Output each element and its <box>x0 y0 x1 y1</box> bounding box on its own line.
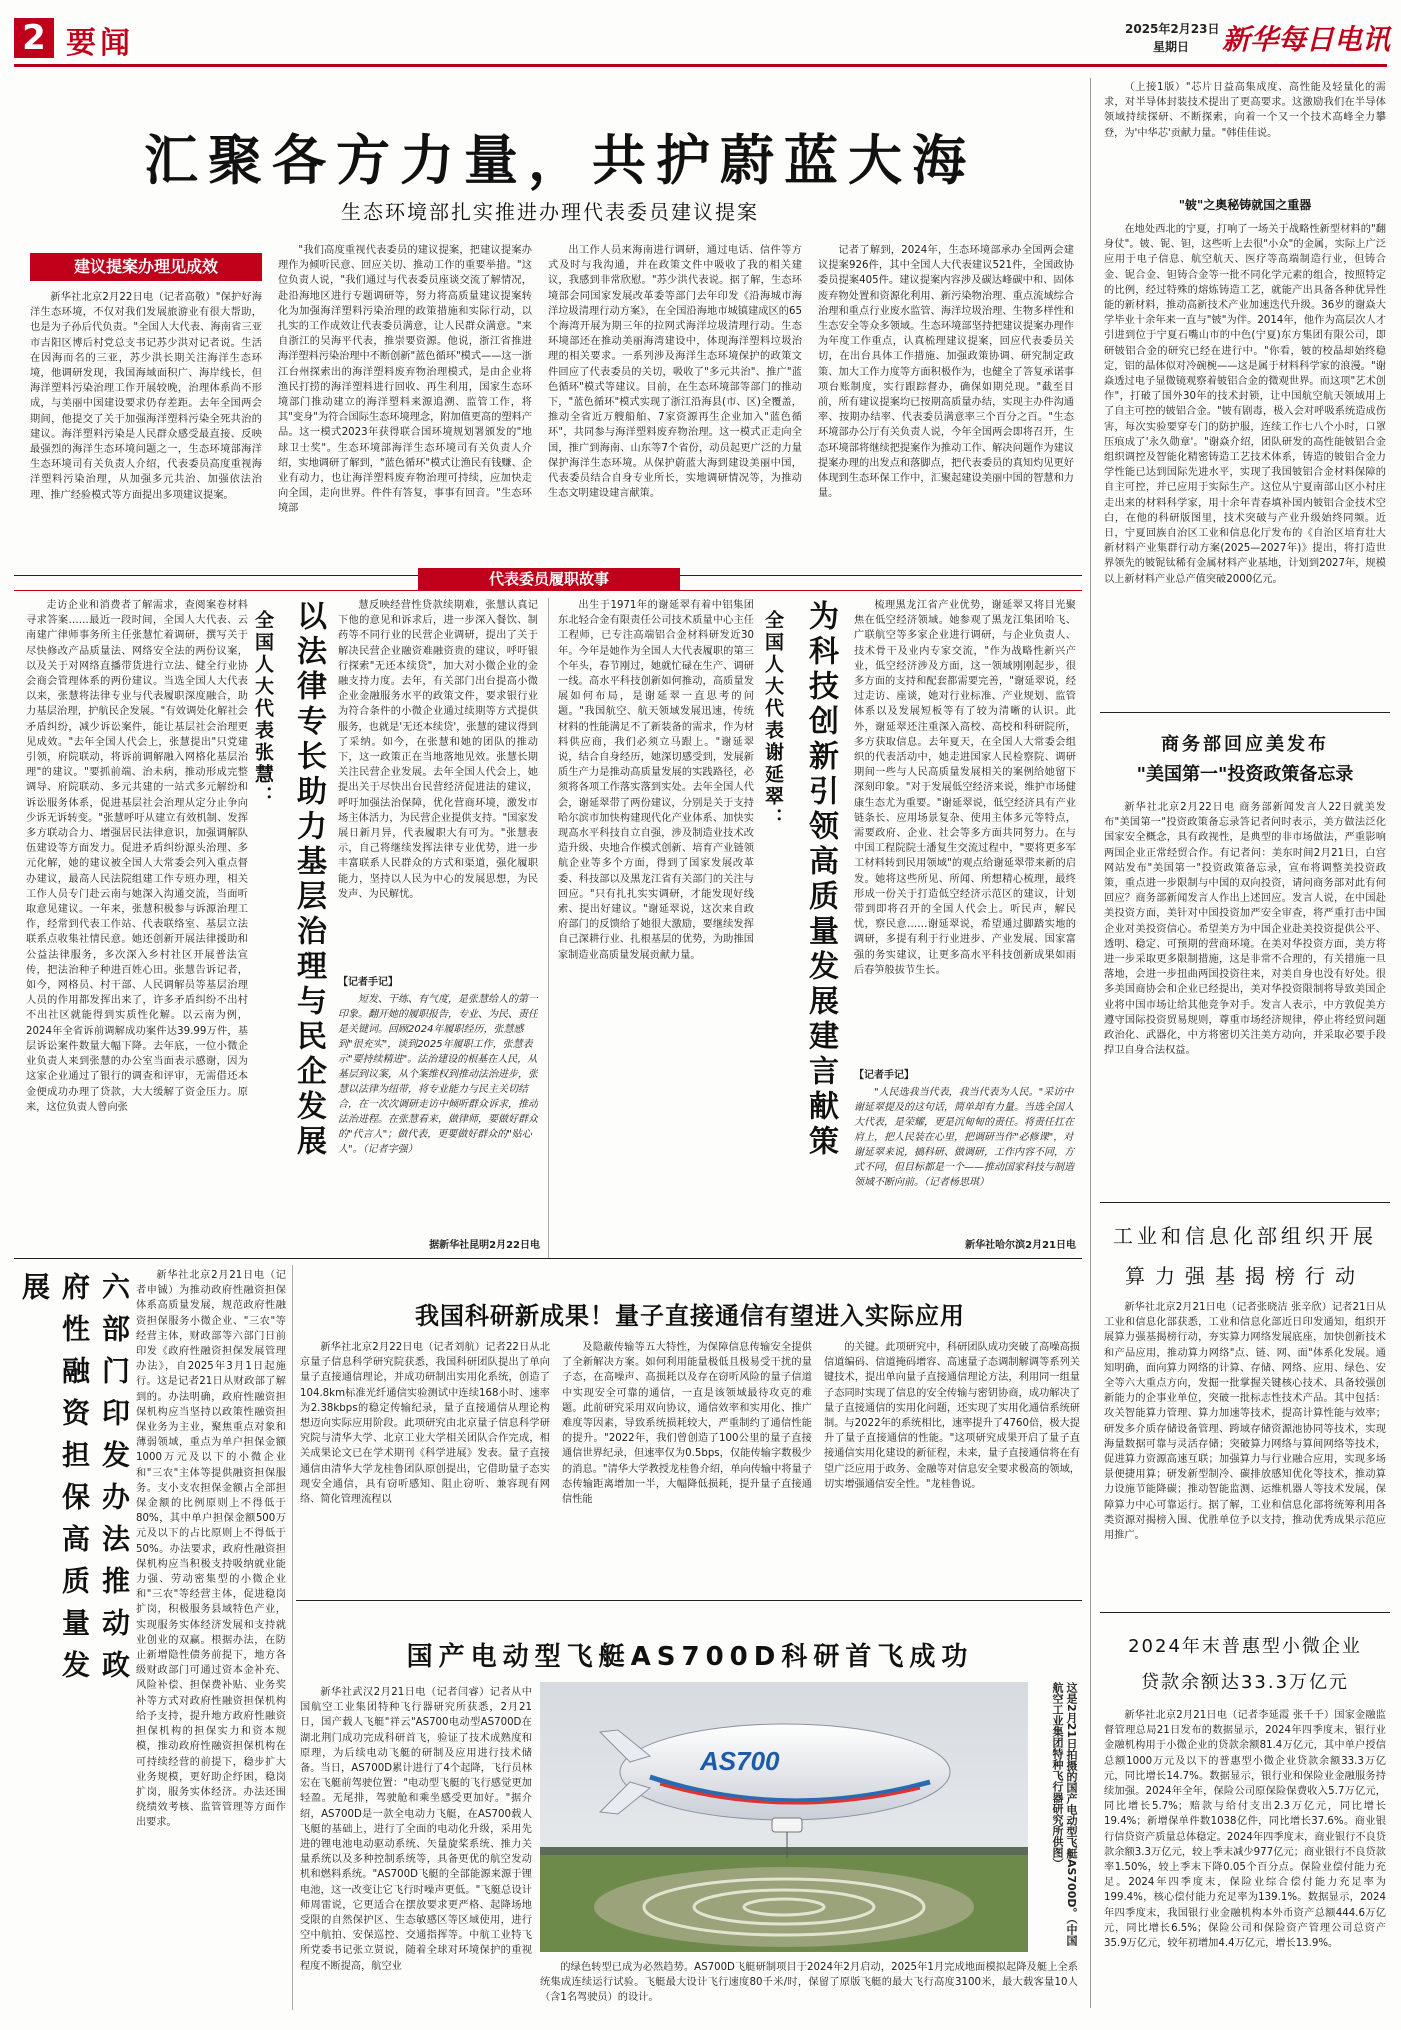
masthead-logo: 新华每日电讯 <box>1222 23 1391 56</box>
rm2-col: 新华社北京2月21日电（记者张晓洁 张辛欣）记者21日从工业和信息化部获悉，工业和信息化部近日印发通知，组织开展算力强基揭榜行动，夯实算力网络发展底座，加快创新技术和产品应用，推动算力网络"点、链、网、面"体系化发展。通知明确，面向算力网络的计算、存储、网络、应用、绿色、安全等六大重点方向，发掘一批掌握关键核心技术、具备较强创新能力的企事业单位，突破一批标志性技术产品。其中包括：攻关智能算力管理、算力加速等技术，提高计算性能与效率；研发多介质存储设备管理、跨域存储资源池协同等技术，实现海量数据可靠与灵活存储；突破算力网络与算间网络等技术，促进算力资源高速互联；加强算力与行业融合应用，实现多场景便捷用算；研发新型制冷、碳排放感知优化等技术，推动算力设施节能降碳；推动智能监测、运维机器人等技术发展，保障算力中心可靠运行。据了解，工业和信息化部将统筹利用各类资源对揭榜入围、优胜单位予以支持，推动优秀成果示范应用推广。 <box>1104 1302 1386 1542</box>
story-a-note-head: 【记者手记】 <box>338 977 398 988</box>
section-title: 要闻 <box>66 26 134 61</box>
rt-col-1: （上接1版）"芯片日益高集成度、高性能及轻量化的需求，对半导体封装技术提出了更高要求。这激励我们在半导体领域持续探研、不断探索，向着一个又一个技术高峰全力攀登，为'中华芯'贡献力量。"韩佳佳说。 <box>1104 82 1386 139</box>
lead-title: 汇聚各方力量，共护蔚蓝大海 <box>144 129 976 192</box>
airship-title: 国产电动型飞艇AS700D科研首飞成功 <box>406 1642 974 1672</box>
rm-title-2: "美国第一"投资政策备忘录 <box>1136 764 1354 785</box>
story-b-dateline: 新华社哈尔滨2月21日电 <box>965 1240 1076 1251</box>
airship-caption: 这是2月21日拍摄的国产电动型飞艇AS700D。（中国航空工业集团特种飞行器研究所供图） <box>1051 1682 1078 1946</box>
lb-col: 新华社北京2月21日电（记者申铖）为推动政府性融资担保体系高质量发展，规范政府性融资担保服务小微企业、"三农"等经营主体，财政部等六部门日前印发《政府性融资担保发展管理办法》，自2025年3月1日起施行。这是记者21日从财政部了解到的。办法明确，政府性融资担保机构应当坚持以政策性融资担保业务为主业，聚焦重点对象和薄弱领域，重点为单户担保金额1000万元及以下的小微企业和"三农"主体等提供融资担保服务。支小支农担保金额占全部担保金额的比例原则上不得低于80%，其中单户担保金额500万元及以下的占比原则上不得低于50%。办法要求，政府性融资担保机构应当积极支持吸纳就业能力强、劳动密集型的小微企业和"三农"等经营主体，促进稳岗扩岗，积极服务县域特色产业，实现服务实体经济发展和支持就业创业的双赢。根据办法，在防止新增隐性债务前提下，地方各级财政部门可通过资本金补充、风险补偿、担保费补贴、业务奖补等方式对政府性融资担保机构给予支持，提升地方政府性融资担保机构的担保实力和资本规模，推动政府性融资担保机构在可持续经营的前提下，稳步扩大业务规模，更好助企纾困，稳岗扩岗，服务实体经济。办法还围绕绩效考核、监管管理等方面作出要求。 <box>136 1270 286 1829</box>
rb-title-1: 2024年末普惠型小微企业 <box>1128 1636 1362 1657</box>
quantum-col-1: 新华社北京2月22日电（记者刘航）记者22日从北京量子信息科学研究院获悉，我国科研团队提出了单向量子直接通信理论，并成功研制出实用化系统，创造了104.8km标准光纤通信实验测试中连续168小时、速率为2.38kbps的稳定传输纪录，量子直接通信从理论构想迈向实际应用阶段。此项研究由北京量子信息科学研究院与清华大学、北京工业大学相关团队合作完成，相关成果论文已在学术期刊《科学进展》发表。量子直接通信由清华大学龙桂鲁团队原创提出，它借助量子态实现安全通信，具有窃听感知、阻止窃听、兼容现有网络、简化管理流程以 <box>300 1342 550 1506</box>
rm2-title-1: 工业和信息化部组织开展 <box>1113 1224 1377 1248</box>
story-bar: 代表委员履职故事 <box>418 568 680 590</box>
story-a-title: 以法律专长助力基层治理与民企发展 <box>291 600 326 1160</box>
rt-col-2: 在地处西北的宁夏，打响了一场关于战略性新型材料的"翻身仗"。铍、铌、钽，这些听上去很"小众"的金属，实际上广泛应用于电子信息、航空航天、医疗等高端制造行业，但铸合金、铌合金、钽铸合金等一批不同化学元素的组合，按照特定的比例，经过特殊的熔炼铸造工艺，就能产出具备各种优异性能的新材料，推动高新技术产业加速迭代升级。36岁的谢焱大学毕业十余年来一直与"铍"为伴。2014年，他作为高层次人才引进到位于宁夏石嘴山市的中色(宁夏)东方集团有限公司，即研铍铝合金的研究已经在进行中。"你看，铍的校晶却始终稳定，铝的晶体似对冷碗椀——这是属于材料科学家的浪漫。"谢焱透过电子显微镜观察着铍铝合金的微观世界。而这项"艺术创作"，打破了国外30年的技术封锁，让中国航空航天领域用上了自主可控的铍铝合金。"铍有剧毒，极入会对呼吸系统造成伤害，每次实验要穿专门的防护服，连续工作七八个小时，口罩压痕成了'永久勋章'。"谢焱介绍，团队研发的高性能铍铝合金组织调控及智能化精密铸造工艺技术体系，铸造的铍铝合金力学性能已达到国际先进水平，实现了我国铍铝合金材料保障的自主可控，并已应用于实际生产。这位从宁夏南部山区小村庄走出来的材料科学家，用十余年青春填补国内铍铝合金技术空白，在他的科研版图里，技术突破与产业升级始终同频。近日，宁夏回族自治区工业和信息化厅发布的《自治区培育壮大新材料产业集群行动方案(2025—2027年)》提出，将打造世界领先的铍铌钛稀有金属材料产业基地，计划到2027年，规模以上新材料产业总产值突破2000亿元。 <box>1104 224 1386 585</box>
rt-subhead: "铍"之奥秘铸就国之重器 <box>1178 198 1312 212</box>
airship-hull-name: AS700 <box>700 1746 780 1776</box>
rm-col: 新华社北京2月22日电 商务部新闻发言人22日就美发布"美国第一"投资政策备忘录答记者问时表示，美方做法泛化国家安全概念，具有政视性，是典型的非市场做法，严重影响两国企业正常经贸合作。有记者问：美东时间2月21日，白宫网站发布"美国第一"投资政策备忘录，宣布将调整美投资政策，重点进一步限制与中国的双向投资，请问商务部对此有何回应？商务部新闻发言人作出上述回应。发言人说，在中国赴美投资方面，美针对中国投资加严安全审查，将严重打击中国企业对美投资信心。希望美方为中国企业赴美投资提供公平、透明、稳定、可预期的营商环境。在美对华投资方面，美方将进一步采取更多限制措施，这是非常不合理的，有关措施一旦落地，会进一步扭曲两国投资往来，对美自身也没有好处。很多美国商协会和企业已经提出，美对华投资限制将导致美国企业将中国市场让给其他竞争对手。发言人表示，中方敦促美方遵守国际投资贸易规则，尊重市场经济规律，停止将经贸问题政治化、武器化，中方将密切关注美方动向，并采取必要手段捍卫自身合法权益。 <box>1104 802 1386 1057</box>
story-a-note: 短发、干练、有气度，是张慧给人的第一印象。翻开她的履职报告，专业、为民、责任是关键词。回顾2024年履职经历，张慧感到"很充实"，谈到2025年履职工作，张慧表示"要持续精进"。法治建设的根基在人民，从基层到议案，从个案维权到推动法治进步，张慧以法律为纽带，将专业能力与民主关切结合，在一次次调研走访中倾听群众诉求，推动法治进程。在张慧看来，做律师，要做好群众的"代言人"；做代表，更要做好群众的"贴心人"。（记者字强） <box>338 994 538 1155</box>
story-a-col-1: 走访企业和消费者了解需求，查阅案卷材料寻求答案……最近一段时间，全国人大代表、云南建广律师事务所主任张慧忙着调研，撰写关于尽快修改产品质量法、网络安全法的两份议案，以及关于对网络直播带货进行立法、健全行业协会商会管理体系的两份建议。当选全国人大代表以来，张慧将法律专业与代表履职深度融合，助力基层治理，护航民企发展。"有效调处化解社会矛盾纠纷，减少诉讼案件，能让基层社会治理更见成效。"去年全国人代会上，张慧提出"只党建引领，府院联动，将诉前调解融入网格化基层治理"的建议。"要抓前端、治未病，推动形成完整调导、府院联动、多元共建的一站式多元解纷和诉讼服务体系，促进基层社会治理从定分止争向少诉无诉转变。"张慧呼吁从建立有效机制、发挥多方联动合力、增强居民法律意识，加强调解队伍建设等方面发力。促进矛盾纠纷源头治理、多元化解，她的建议被全国人大常委会列入重点督办建议，最高人民法院组建工作专班办理，相关工作人员专门赴云南与她深入沟通交流，当面听取意见建议。一年来，张慧积极参与诉源治理工作，经常到代表工作站、代表联络室、基层立法联系点收集社情民意。她还创新开展法律援助和公益法律服务，多次深入乡村社区开展普法宣传，把法治种子种进百姓心田。张慧告诉记者，如今，网格员、村干部、人民调解员等基层治理人员的作用都发挥出来了，许多矛盾纠纷不出村不出社区就能得到实质性化解。以云南为例，2024年全省诉前调解成功案件达39.99万件，基层诉讼案件数量大幅下降。去年底，一位小微企业负责人来到张慧的办公室当面表示感谢，因为这家企业通过了银行的调查和评审，无需借还本金便成功办理了贷款，大大缓解了资金压力。原来，这位负责人曾向张 <box>26 600 248 1113</box>
lead-col-1: 新华社北京2月22日电（记者高敬）"保护好海洋生态环境，不仅对我们发展旅游业有很大帮助，也是为子孙后代负责。"全国人大代表、海南省三亚市吉阳区博后村党总支书记苏少洪对记者说。生活在因海而名的三亚，苏少洪长期关注海洋生态环境，他调研发现，我国海域面积广、海岸线长，但海洋塑料污染治理工作开展较晚，治理体系尚不形成，与美丽中国建设要求仍存差距。去年全国两会期间，他提交了关于加强海洋塑料污染全死共治的建议。海洋塑料污染是人民群众感受最直接、反映最强烈的海洋生态环境问题之一，生态环境部海洋生态环境司有关负责人介绍，代表委员高度重视海洋塑料污染治理，从加强多元共治、加强依法治理、推广经验模式等方面提出多项建议提案。 <box>30 292 262 501</box>
lb-title: 六部门印发办法推动政府性融资担保高质量发展 <box>18 1272 131 1692</box>
story-a-subtitle: 全国人大代表张慧： <box>252 610 274 808</box>
page-number-box: 2 <box>14 18 54 58</box>
lead-col-3: 出工作人员来海南进行调研，通过电话、信件等方式及时与我沟通，并在政策文件中吸收了我的相关建议，我感到非常欣慰。"苏少洪代表说。据了解，生态环境部会同国家发展改革委等部门去年印发《沿海城市海洋垃圾清理行动方案》，在全国沿海地市城镇建成区的65个海湾开展为期三年的拉网式海洋垃圾清理行动。生态环境部还在推动美丽海湾建设中，体现海洋塑料垃圾治理的相关要求。一系列涉及海洋生态环境保护的政策文件回应了代表委员的关切，吸收了"多元共治"、推广"蓝色循环"模式等建议。目前，在生态环境部等部门的推动下，"蓝色循环"模式实现了浙江沿海县(市、区)全覆盖，推动全省近万艘船舶、7家资源再生企业加入"蓝色循环"，共同参与海洋塑料废弃物治理。这一模式正走向全国，推广到海南、山东等7个省份，动员起更广泛的力量保护海洋生态环境。从保护蔚蓝大海到建设美丽中国，代表委员结合自身专业所长，实地调研情况等，为推动生态文明建设建言献策。 <box>548 245 802 500</box>
airship-col-2: 的绿色转型已成为必然趋势。AS700D飞艇研制项目于2024年2月启动，2025年1月完成地面模拟起降及艇上全系统集成连续运行试验。飞艇最大设计飞行速度80千米/时，保留了原版飞艇的最大飞行高度3100米，最大载客量10人（含1名驾驶员）的设计。 <box>540 1962 1078 2004</box>
airship-col-1: 新华社武汉2月21日电（记者闫睿）记者从中国航空工业集团特种飞行器研究所获悉，2月21日，国产载人飞艇"祥云"AS700电动型AS700D在湖北荆门成功完成科研首飞，验证了技术成熟度和原理，为后续电动飞艇的研制及应用进行技术储备。当日，AS700D累计进行了4个起降，飞行员林宏在飞艇前驾驶位置："电动型飞艇的飞行感觉更加轻盈。无尾排，驾驶舱和乘坐感受更加好。"据介绍，AS700D是一款全电动力飞艇，在AS700载人飞艇的基础上，进行了全面的电动化升级，采用先进的锂电池电动驱动系统、矢量旋桨系统、推力关量系统以及多种控制系统等，具备更优的航空发动机和燃料系统。"AS700D飞艇的全部能源来源于锂电池，这一改变让它飞行时噪声更低。"飞艇总设计师周雷说，它更适合在摆放要求更严格、起降场地受限的自然保护区、生态敏感区等区域使用，进行空中航拍、安保巡控、交通指挥等。中航工业特飞所党委书记张立贤说，随着全球对环境保护的重视程度不断提高，航空业 <box>300 1687 532 1972</box>
airship-photo <box>540 1682 1028 1952</box>
rb-title-2: 贷款余额达33.3万亿元 <box>1140 1672 1350 1693</box>
rm-title-1: 商务部回应美发布 <box>1161 734 1329 755</box>
rb-col: 新华社北京2月21日电（记者李延霞 张千千）国家金融监督管理总局21日发布的数据显示，2024年四季度末，银行业金融机构用于小微企业的贷款余额81.4万亿元，其中单户授信总额1000万元及以下的普惠型小微企业贷款余额33.3万亿元，同比增长14.7%。数据显示，银行业和保险业金融服务持续加强。2024年全年，保险公司原保险保费收入5.7万亿元，同比增长5.7%；赔款与给付支出2.3万亿元，同比增长19.4%；新增保单件数1038亿件，同比增长37.6%。商业银行信贷资产质量总体稳定。2024年四季度末，商业银行不良贷款余额3.3万亿元，较上季末减少977亿元；商业银行不良贷款率1.50%，较上季末下降0.05个百分点。保险业偿付能力充足。2024年四季度末，保险业综合偿付能力充足率为199.4%，核心偿付能力充足率为139.1%。数据显示，2024年四季度末，我国银行业金融机构本外币资产总额444.6万亿元，同比增长6.5%；保险公司和保险资产管理公司总资产35.9万亿元，较年初增加4.4万亿元，增长13.9%。 <box>1104 1710 1386 1950</box>
story-b-col-1: 出生于1971年的谢延翠有着中铝集团东北轻合金有限责任公司技术质量中心主任工程师，已专注高端铝合金材料研发近30年。今年是她作为全国人大代表履职的第三个年头，春节刚过，她就忙碌在生产、调研一线。高水平科技创新如何推动，高质量发展如何布局，是谢延翠一直思考的问题。"我国航空、航天领域发展迅速，传统材料的性能满足不了新装备的需求，作为材料供应商，我们必须立马跟上。"谢延翠说，结合自身经历，她深切感受到，发展新质生产力是推动高质量发展的实践路径，必须将各项工作落实落到实处。去年全国人代会，谢延翠带了两份建议，分别是关于支持哈尔滨市加快构建现代化产业体系、加快实现高水平科技自立自强，涉及制造业技术改造升级、央地合作模式创新、培育产业链领航企业等多个方面，得到了国家发展改革委、科技部以及黑龙江省有关部门的关注与回应。"只有扎扎实实调研，才能发现好线索、提出好建议。"谢延翠说，这次来自政府部门的反馈给了她很大激励，要继续发挥自己深耕行业、扎根基层的优势，为助推国家制造业高质量发展贡献力量。 <box>558 600 754 961</box>
lead-col-2: "我们高度重视代表委员的建议提案，把建议提案办理作为倾听民意、回应关切、推动工作的重要举措。"这位负责人说，"我们通过与代表委员座谈交流了解情况，赴沿海地区进行专题调研等，努力将高质量建议提案转化为加强海洋塑料污染治理的政策措施和实际行动，以扎实的工作成效让代表委员满意，让人民群众满意。"来自浙江的吴海平代表，推崇要资源。他说，浙江省推进海洋塑料污染治理中不断创新"蓝色循环"模式——这一浙江台州探索出的海洋塑料废弃物治理模式，是由企业将渔民打捞的海洋塑料进行回收、再生利用，国家生态环境部门推动建立的海洋塑料来源追溯、监管工作，将其"变身"为符合国际生态环境理念，附加值更高的塑料产品。这一模式2023年获得联合国环境规划署颁发的"地球卫士奖"。生态环境部海洋生态环境司有关负责人介绍，实地调研了解到，"蓝色循环"模式让渔民有钱赚、企业有动力，也让海洋塑料废弃物治理可持续，应加快走向全国，走向世界。件件有答复，事事有回音。"生态环境部 <box>278 245 532 515</box>
story-b-col-2: 梳理黑龙江省产业优势，谢延翠又将目光聚焦在低空经济领域。她参观了黑龙江集团哈飞、广联航空等多家企业进行调研，与企业负责人、技术骨干及业内专家交流，"作为战略性新兴产业，低空经济涉及方面，这一领域刚刚起步，很多方面的支持和配套都需要完善，"谢延翠说，经过走访、座谈，她对行业标准、产业规划、监管体系以及发展短板等有了较为清晰的认识。此外，谢延翠还注重深入高校、高校和科研院所，多方获取信息。去年夏天，在全国人大常委会组织的代表活动中，她走进国家人民检察院、调研期间一些与人民高质量发展相关的案例给她留下深刻印象。"对于发展低空经济来说，维护市场健康生态尤为重要。"谢延翠说，低空经济具有产业链条长、应用场景复杂、使用主体多元等特点，需要政府、企业、社会等多方面共同努力。在与中国工程院院士潘复生交流过程中，"要将更多军工材料转到民用领域"的观点给谢延翠带来新的启发。她将这些所见、所闻、所想精心梳理，最终形成一份关于打造低空经济示范区的建议，计划带到即将召开的全国人代会上。听民声，解民忧，察民意……谢延翠说，希望通过脚踏实地的调研，多提有利于行业进步、产业发展、国家富强的务实建议，让更多高水平科技创新成果如雨后春笋般拔节生长。 <box>854 600 1076 976</box>
quantum-title: 我国科研新成果！量子直接通信有望进入实际应用 <box>415 1302 965 1330</box>
story-b-note: "人民选我当代表，我当代表为人民。"采访中谢延翠提及的这句话，简单却有力量。当选全国人大代表，是荣耀，更是沉甸甸的责任。将责任扛在肩上，把人民装在心里，把调研当作"必修课"，对谢延翠来说，搞科研、做调研，工作内容不同，方式不同，但目标都是一个——推动国家科技与制造领域不断向前。（记者杨思琪） <box>854 1087 1074 1188</box>
story-a-dateline: 据新华社昆明2月22日电 <box>429 1240 540 1251</box>
lead-tag: 建议提案办理见成效 <box>30 253 262 281</box>
story-b-subtitle: 全国人大代表谢延翠： <box>762 610 784 830</box>
date: 2025年2月23日 <box>1125 22 1220 36</box>
quantum-col-3: 的关键。此项研究中，科研团队成功突破了高噪高损信道编码、信道掩码增容、高速量子态调制解调等系列关键技术，提出单向量子直接通信理论方法，利用同一组量子态同时实现了信息的安全传输与密钥协商，成功解决了量子直接通信的实用化问题，还实现了实用化通信系统研制。与2022年的系统相比，速率提升了4760倍，极大提升了量子直接通信的性能。"这项研究成果开启了量子直接通信实用化建设的新征程，未来，量子直接通信将在有望广泛应用于政务、金融等对信息安全要求极高的领域，切实增强通信安全性。"龙桂鲁说。 <box>824 1342 1080 1490</box>
story-a-col-2: 慧反映经营性贷款续期难，张慧认真记下他的意见和诉求后，进一步深入餐饮、制药等不同行业的民营企业调研，提出了关于解决民营企业融资难融资贵的建议，呼吁银行探索"无还本续贷"，加大对小微企业的金融支持力度。去年，有关部门出台提高小微企业金融服务水平的政策文件，要求银行业为符合条件的小微企业通过续期等方式提供服务，也就是'无还本续贷'，张慧的建议得到了采纳。如今，在张慧和她的团队的推动下，这一政策正在当地落地见效。张慧长期关注民营企业发展。去年全国人代会上，她提出关于尽快出台民营经济促进法的建议，呼吁加强法治保障，优化营商环境，激发市场主体活力，为民营企业提供支持。"国家发展日新月异，代表履职大有可为。"张慧表示，自己将继续发挥法律专业优势，进一步丰富联系人民群众的方式和渠道，强化履职能力，坚持以人民为中心的发展思想，为民发声、为民解忧。 <box>338 600 538 900</box>
rm2-title-2: 算力强基揭榜行动 <box>1125 1264 1365 1288</box>
lead-col-4: 记者了解到，2024年，生态环境部承办全国两会建议提案926件，其中全国人大代表建议521件，全国政协委员提案405件。建议提案内容涉及碳达峰碳中和、固体废弃物处置和资源化利用、新污染物治理、重点流域综合治理和重点行业废水监管、海洋垃圾治理、生物多样性和生态安全等众多领域。生态环境部坚持把建议提案办理作为年度工作重点，认真梳理建议提案，回应代表委员关切，在出台具体工作措施、加强政策协调、研究制定政策、加大工作力度等方面积极作为，也健全了答复承诺事项台账制度，实行跟踪督办，确保如期兑现。"截至目前，所有建议提案均已按期高质量办结，实现主办件沟通率、按期办结率、代表委员满意率三个百分之百。"生态环境部办公厅有关负责人说，今年全国两会即将召开，生态环境部将继续把提案作为推动工作、解决问题作为建议提案办理的出发点和落脚点，把代表委员的真知灼见更好体现到生态环保工作中，汇聚起建设美丽中国的智慧和力量。 <box>818 245 1074 500</box>
story-b-note-head: 【记者手记】 <box>854 1070 914 1081</box>
lead-subtitle: 生态环境部扎实推进办理代表委员建议提案 <box>341 200 759 224</box>
story-b-title: 为科技创新引领高质量发展建言献策 <box>803 600 838 1160</box>
weekday: 星期日 <box>1153 40 1190 54</box>
quantum-col-2: 及隐蔽传输等五大特性，为保障信息传输安全提供了全新解决方案。如何利用能量极低且极易受干扰的量子态，在高噪声、高损耗以及存在窃听风险的量子信道中实现安全可靠的通信，一直是该领域最待攻克的难题。此前研究采用双向协议，通信效率和实用化、推广难度等因素，导致系统损耗较大，严重制约了通信性能的提升。"2022年，我们曾创造了100公里的量子直接通信世界纪录，但速率仅为0.5bps，仅能传输字数极少的消息。"清华大学教授龙桂鲁介绍，单向传输中将量子态传输距离增加一半，大幅降低损耗，提升量子直接通信性能 <box>562 1342 812 1506</box>
